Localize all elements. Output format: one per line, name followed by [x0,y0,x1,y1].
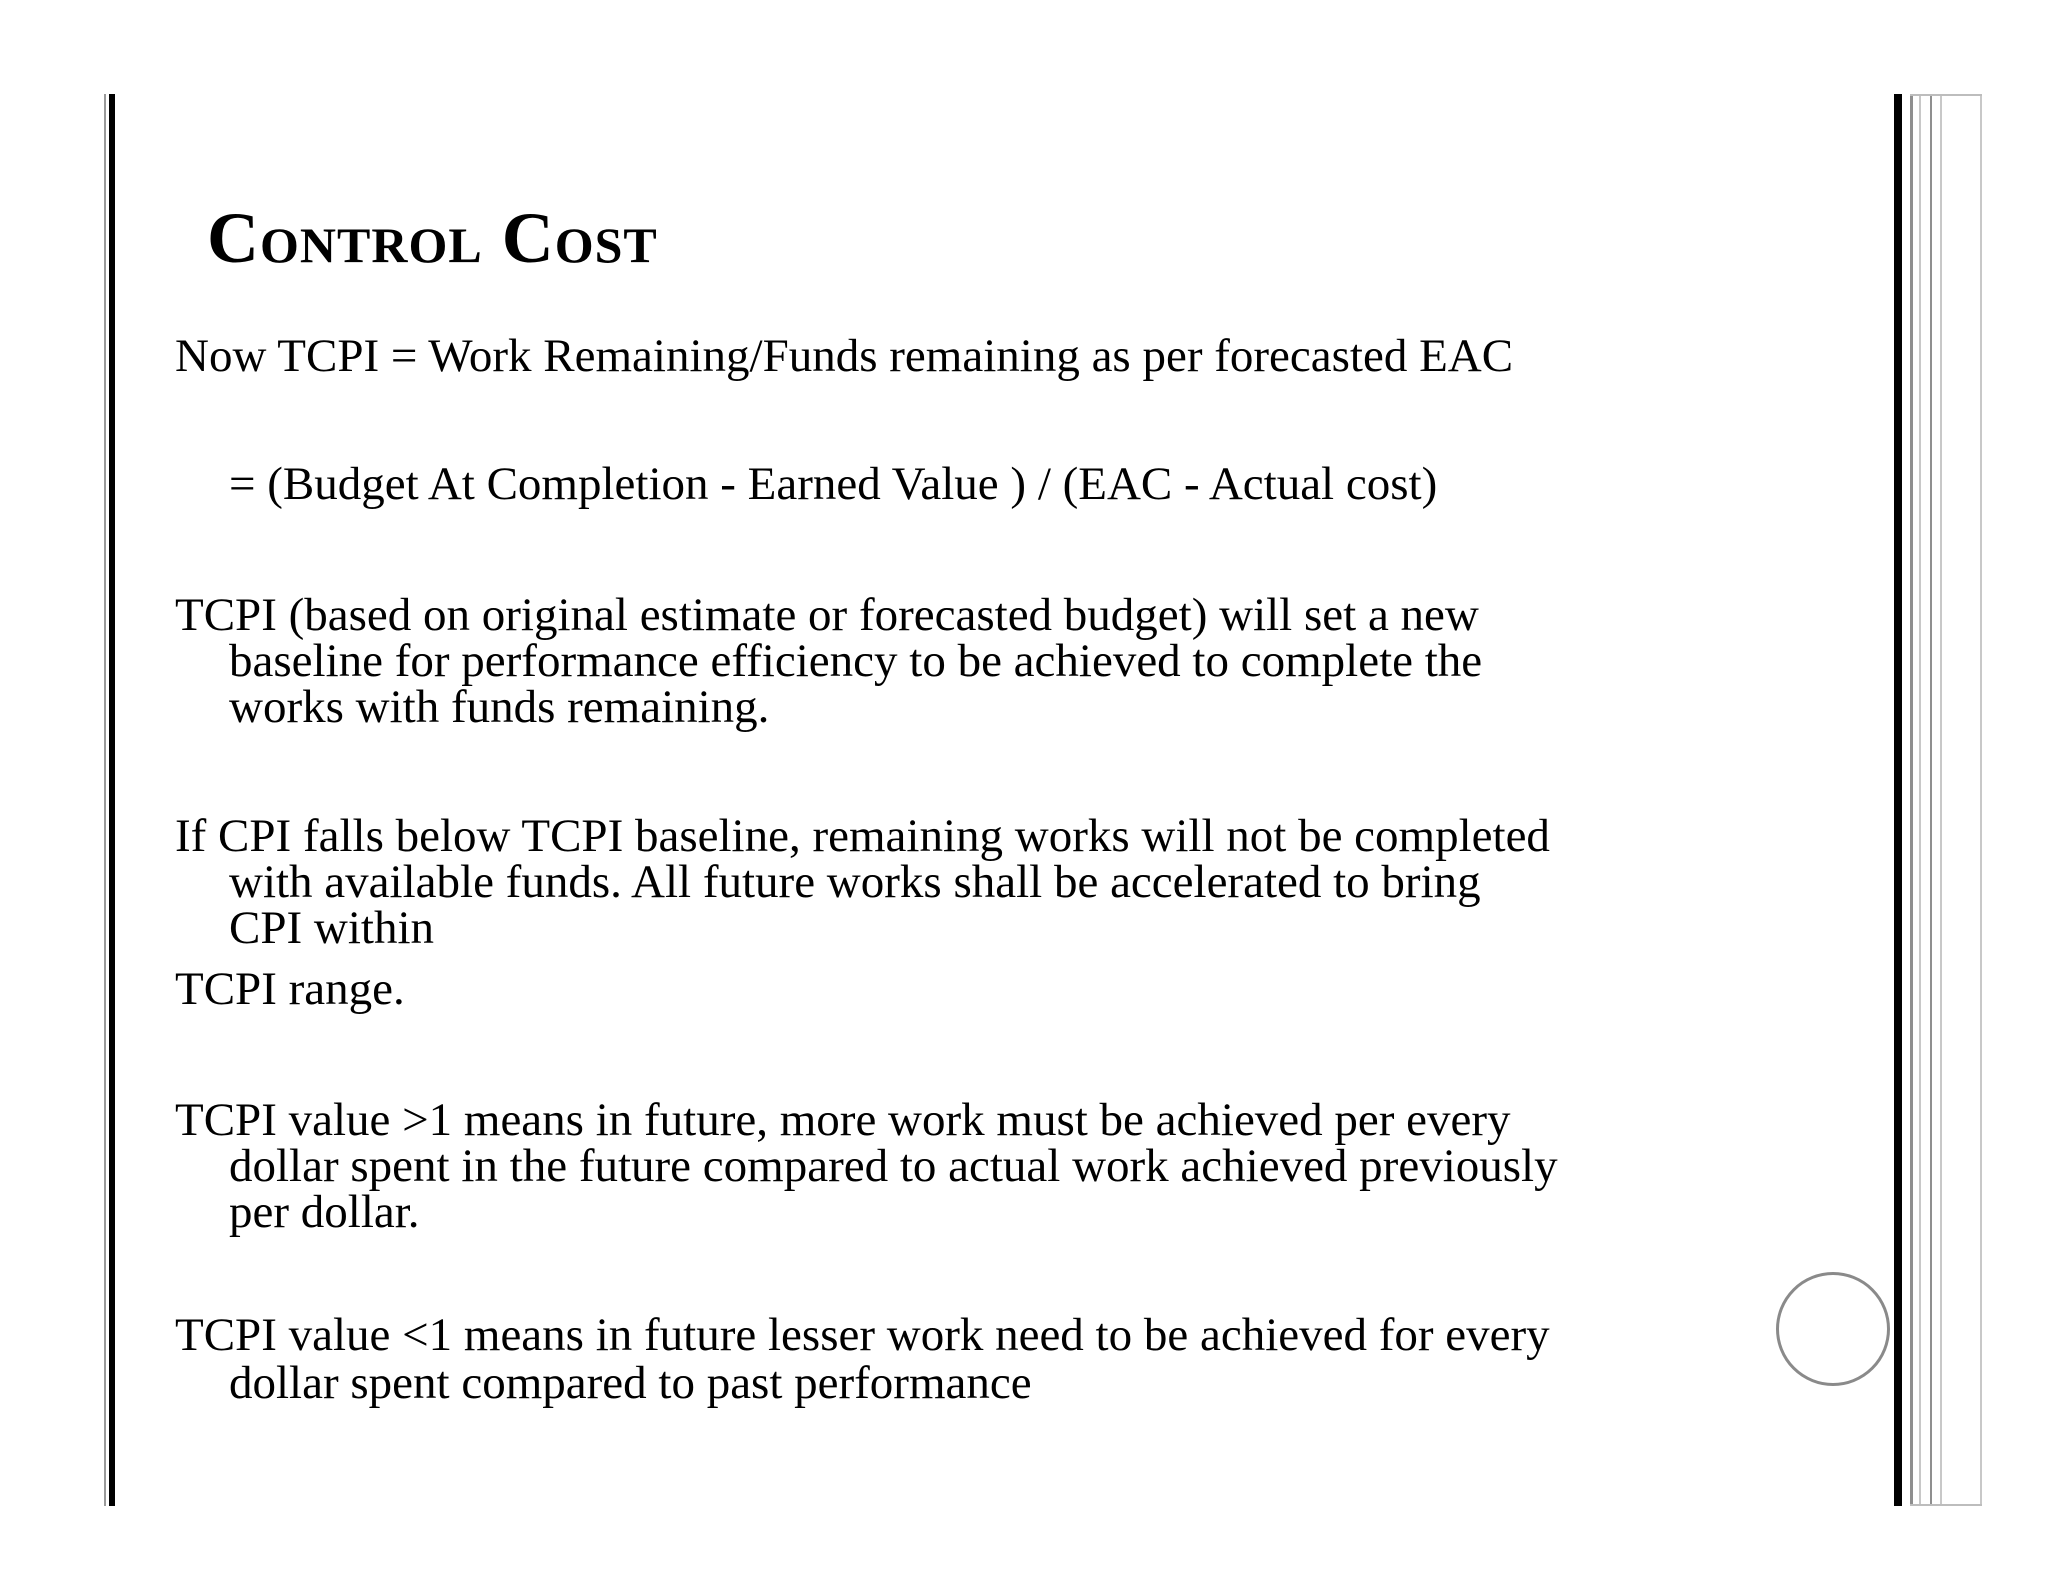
body-line-9: TCPI range. [175,963,405,1015]
right-border-line-5 [1980,94,1982,1506]
body-line-11: dollar spent in the future compared to actual work achieved previously [229,1140,1558,1192]
body-line-1: Now TCPI = Work Remaining/Funds remaining as per forecasted EAC [175,330,1514,382]
right-border-line-4 [1940,94,1942,1506]
right-border-line-3 [1930,94,1932,1506]
body-line-13: TCPI value <1 means in future lesser work need to be achieved for every [175,1309,1550,1361]
right-border-line-1 [1910,94,1913,1506]
left-border-thick-line [109,94,115,1506]
body-line-12: per dollar. [229,1186,420,1238]
body-line-4: baseline for performance efficiency to be achieved to complete the [229,635,1483,687]
body-line-14: dollar spent compared to past performance [229,1357,1032,1409]
right-border-line-2 [1919,94,1921,1506]
decorative-circle [1776,1272,1890,1386]
body-line-6: If CPI falls below TCPI baseline, remaining works will not be completed [175,810,1550,862]
body-line-3: TCPI (based on original estimate or forecasted budget) will set a new [175,589,1479,641]
right-border-bottom-cap [1910,1504,1982,1506]
left-border-thin-line [104,94,106,1506]
right-border-thick-line [1894,94,1902,1506]
slide-title: Control Cost [207,198,658,278]
right-border-top-cap [1910,94,1982,96]
body-line-2: = (Budget At Completion - Earned Value ) / (EAC - Actual cost) [229,458,1438,510]
body-line-5: works with funds remaining. [229,681,770,733]
body-line-7: with available funds. All future works shall be accelerated to bring [229,856,1481,908]
body-line-8: CPI within [229,902,435,954]
body-line-10: TCPI value >1 means in future, more work must be achieved per every [175,1094,1511,1146]
